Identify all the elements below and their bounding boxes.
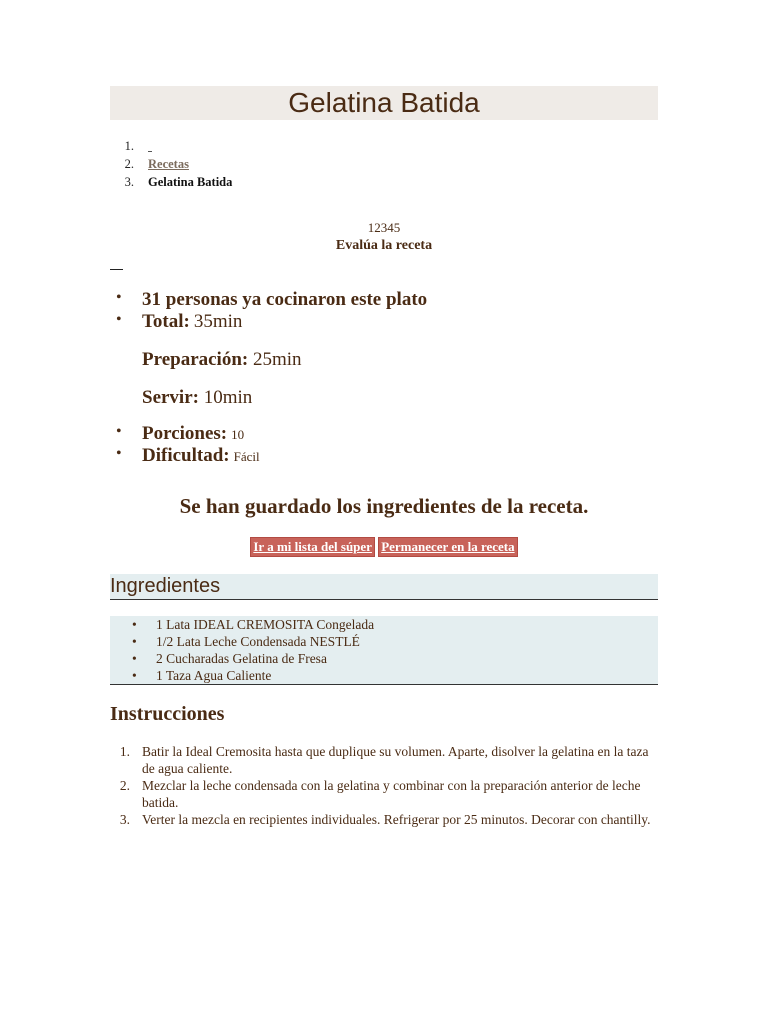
instructions-list — [110, 743, 658, 828]
list-item: 2. Mezclar la leche condensada con la gelatina y combinar con la preparación anterior de leche batida. — [119, 778, 641, 810]
cooked-count: • 31 personas ya cocinaron este plato — [110, 289, 427, 311]
breadcrumb-item-current: 3. Gelatina Batida — [124, 175, 233, 189]
action-buttons — [110, 537, 658, 557]
breadcrumb-item-home: 1. — [110, 137, 232, 155]
shopping-list-button[interactable]: Ir a mi lista del súper — [250, 537, 375, 557]
saved-message: Se han guardado los ingredientes de la receta. — [179, 494, 589, 518]
list-item: 3. Verter la mezcla en recipientes individuales. Refrigerar por 25 minutos. Decorar con chantilly. — [119, 812, 651, 827]
rating-stars[interactable]: 12345 — [367, 220, 401, 235]
breadcrumb-item-recetas: 2. Recetas — [124, 157, 189, 171]
prep-time: Preparación: 25min — [142, 349, 302, 370]
recipe-meta — [110, 289, 427, 467]
rating-label: Evalúa la receta — [335, 238, 433, 253]
breadcrumb-current: Gelatina Batida — [148, 175, 233, 189]
list-item: • 1 Taza Agua Caliente — [110, 667, 658, 684]
recetas-link[interactable]: Recetas — [148, 157, 189, 171]
portions: • Porciones: 10 — [110, 423, 427, 445]
page-title: Gelatina Batida — [110, 86, 658, 120]
list-item: • 2 Cucharadas Gelatina de Fresa — [110, 650, 658, 667]
instructions-heading: Instrucciones — [110, 703, 225, 725]
ingredients-list — [110, 616, 658, 685]
ingredients-heading: Ingredientes — [110, 574, 658, 600]
small-link[interactable] — [110, 261, 123, 270]
stay-button[interactable]: Permanecer en la receta — [378, 537, 517, 557]
serve-time: Servir: 10min — [142, 387, 253, 408]
rating-widget — [110, 220, 658, 254]
list-item: • 1/2 Lata Leche Condensada NESTLÉ — [110, 633, 658, 650]
list-item: • 1 Lata IDEAL CREMOSITA Congelada — [110, 616, 658, 633]
breadcrumb — [110, 137, 232, 191]
total-time: • Total: 35min Preparación: 25min Servir: 10min — [110, 311, 427, 409]
list-item: 1. Batir la Ideal Cremosita hasta que duplique su volumen. Aparte, disolver la gelatina en la taza de agua caliente. — [119, 744, 649, 776]
difficulty: • Dificultad: Fácil — [110, 445, 427, 467]
home-link[interactable] — [148, 143, 152, 152]
